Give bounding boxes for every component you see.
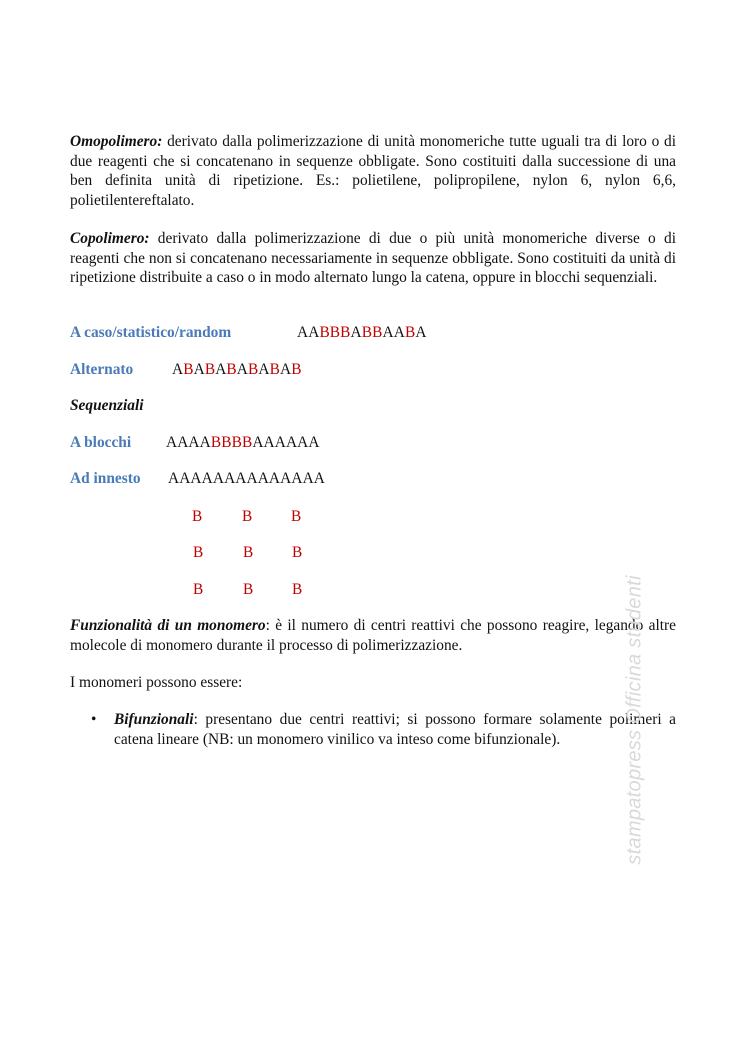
graft-branch-b: B (242, 508, 253, 525)
monomer-b-segment: B (204, 361, 216, 378)
monomer-a-segment: AAAA (166, 434, 211, 451)
monomer-b-segment: BB (361, 324, 383, 341)
monomeri-intro: I monomeri possono essere: (70, 674, 243, 691)
monomer-a-segment: AA (382, 324, 405, 341)
watermark-text: stampatopress Officina studenti (623, 575, 646, 865)
monomer-b-segment: BBB (319, 324, 351, 341)
alternato-label: Alternato (70, 361, 134, 378)
monomer-a-segment: AA (297, 324, 320, 341)
funzionalita-text: : è il numero di centri reattivi che possono reagire, legando altre molecole di monomero durante il processo di polimerizzazione. (70, 617, 676, 654)
monomer-a-segment: A (172, 361, 184, 378)
bifunzionali-text: : presentano due centri reattivi; si possono formare solamente polimeri a catena lineare (NB: un monomero vinilico va inteso come bifunzionale). (114, 711, 676, 748)
graft-branch-b: B (192, 508, 203, 525)
monomer-b-segment: BBBB (210, 434, 253, 451)
funzionalita-term: Funzionalità di un monomero (70, 617, 266, 634)
graft-branch-b: B (243, 544, 254, 561)
alternato-sequence (172, 360, 302, 380)
monomer-a-segment: A (279, 361, 292, 378)
monomer-a-segment: A (258, 361, 270, 378)
monomer-a-segment: A (193, 361, 205, 378)
sequenziali-heading: Sequenziali (70, 397, 144, 414)
graft-branch-b: B (243, 581, 254, 598)
random-label: A caso/statistico/random (70, 324, 232, 341)
monomer-a-segment: A (236, 361, 248, 378)
random-sequence (297, 323, 427, 343)
blocchi-sequence (166, 433, 320, 453)
omopolimero-text: derivato dalla polimerizzazione di unità monomeriche tutte uguali tra di loro o di due reagenti che si concatenano in sequenze obbligate. Sono costituiti dalla successione di una ben definita unità di ripetizione. Es.: polietilene, polipropilene, nylon 6, nylon 6,6, polietilentereftalato. (70, 133, 676, 209)
bifunzionali-term: Bifunzionali (114, 711, 194, 728)
funzionalita-paragraph (70, 616, 676, 655)
monomer-b-segment: B (269, 361, 280, 378)
graft-branch-b: B (193, 544, 204, 561)
graft-branch-b: B (193, 581, 204, 598)
monomer-b-segment: B (291, 361, 302, 378)
list-item (114, 710, 676, 749)
monomer-a-segment: AAAAAA (252, 434, 320, 451)
monomer-a-segment: A (350, 324, 362, 341)
copolimero-text: derivato dalla polimerizzazione di due o più unità monomeriche diverse o di reagenti che non si concatenano necessariamente in sequenze obbligate. Sono costituiti da unità di ripetizione distribuite a caso o in modo alternato lungo la catena, oppure in blocchi sequenziali. (70, 230, 676, 286)
omopolimero-paragraph (70, 132, 676, 210)
copolimero-term: Copolimero: (70, 230, 150, 247)
graft-branch-b: B (292, 581, 303, 598)
monomer-a-segment: A (415, 324, 427, 341)
innesto-label: Ad innesto (70, 470, 141, 487)
copolimero-paragraph (70, 229, 676, 288)
monomer-b-segment: B (248, 361, 259, 378)
graft-branch-b: B (292, 544, 303, 561)
list-bullet: • (91, 711, 97, 728)
graft-branch-b: B (291, 508, 302, 525)
monomer-b-segment: B (226, 361, 237, 378)
monomer-b-segment: B (404, 324, 416, 341)
monomer-a-segment: A (215, 361, 227, 378)
blocchi-label: A blocchi (70, 434, 132, 451)
omopolimero-term: Omopolimero: (70, 133, 163, 150)
innesto-chain: AAAAAAAAAAAAAA (168, 470, 326, 487)
monomer-b-segment: B (183, 361, 194, 378)
